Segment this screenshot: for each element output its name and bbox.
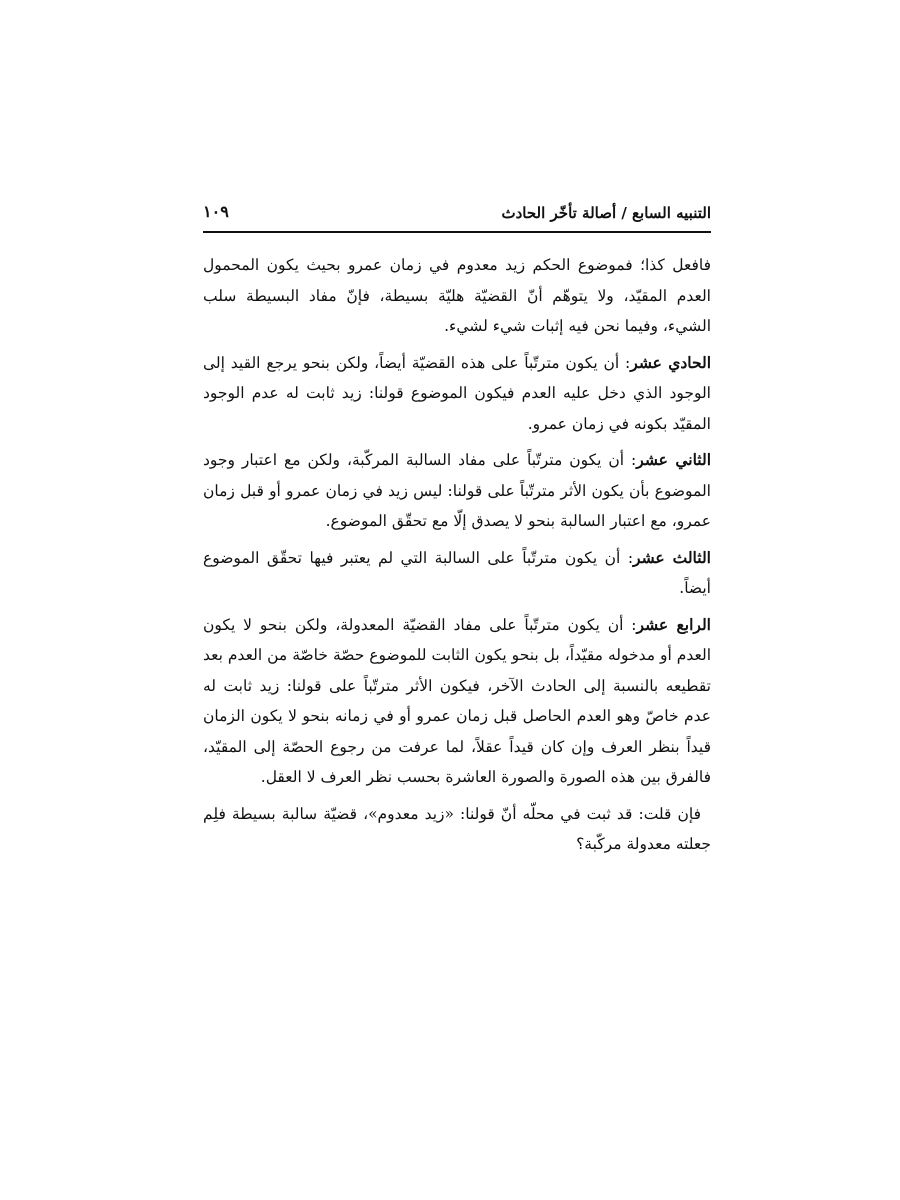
paragraph-twelfth [203,445,711,537]
body-text [203,250,711,866]
chapter-title: التنبيه السابع / أصالة تأخّر الحادث [501,204,711,222]
paragraph-fourteenth [203,610,711,793]
header-divider [203,231,711,233]
running-header [203,200,711,230]
paragraph-continuation [203,250,711,342]
paragraph-eleventh [203,348,711,440]
paragraph-text: فإن قلت: قد ثبت في محلّه أنّ قولنا: «زيد معدوم»، قضيّة سالبة بسيطة فلِم جعلته معدولة مركّبة؟ [203,804,711,853]
paragraph-thirteenth [203,543,711,604]
paragraph-lead: الحادي عشر [630,352,711,372]
paragraph-text: : أن يكون مترتّباً على مفاد السالبة المركّبة، ولكن مع اعتبار وجود الموضوع بأن يكون الأثر مترتّباً على قولنا: ليس زيد في زمان عمرو أو قبل زمان عمرو، مع اعتبار السالبة بنحو لا يصدق إلّا مع تحقّق الموضوع. [203,451,711,530]
page-number: ١٠٩ [203,202,229,221]
paragraph-text: : أن يكون مترتّباً على هذه القضيّة أيضاً، ولكن بنحو يرجع القيد إلى الوجود الذي دخل عليه العدم فيكون الموضوع قولنا: زيد ثابت له عدم الوجود المقيّد بكونه في زمان عمرو. [203,353,711,433]
paragraph-text: فافعل كذا؛ فموضوع الحكم زيد معدوم في زمان عمرو بحيث يكون المحمول العدم المقيّد، ولا يتوهّم أنّ القضيّة هليّة بسيطة، فإنّ مفاد البسيطة سلب الشيء، وفيما نحن فيه إثبات شيء لشيء. [203,256,711,335]
paragraph-lead: الرابع عشر [636,614,711,634]
paragraph-text: : أن يكون مترتّباً على السالبة التي لم يعتبر فيها تحقّق الموضوع أيضاً. [203,548,711,597]
paragraph-lead: الثالث عشر [633,547,711,567]
paragraph-lead: الثاني عشر [636,450,712,469]
paragraph-objection [203,799,711,860]
paragraph-text: : أن يكون مترتّباً على مفاد القضيّة المعدولة، ولكن بنحو لا يكون العدم أو مدخوله مقيّداً، بل بنحو يكون الثابت للموضوع حصّة خاصّة من العدم بعد تقطيعه بالنسبة إلى الحادث الآخر، فيكون الأثر مترتّباً على قولنا: زيد ثابت له عدم خاصّ وهو العدم الحاصل قبل زمان عمرو أو في زمانه بنحو لا يكون الزمان قيداً بنظر العرف وإن كان قيداً عقلاً، لما عرفت من رجوع الحصّة إلى المقيّد، فالفرق بين هذه الصورة والصورة العاشرة بحسب نظر العرف لا العقل. [203,615,711,786]
